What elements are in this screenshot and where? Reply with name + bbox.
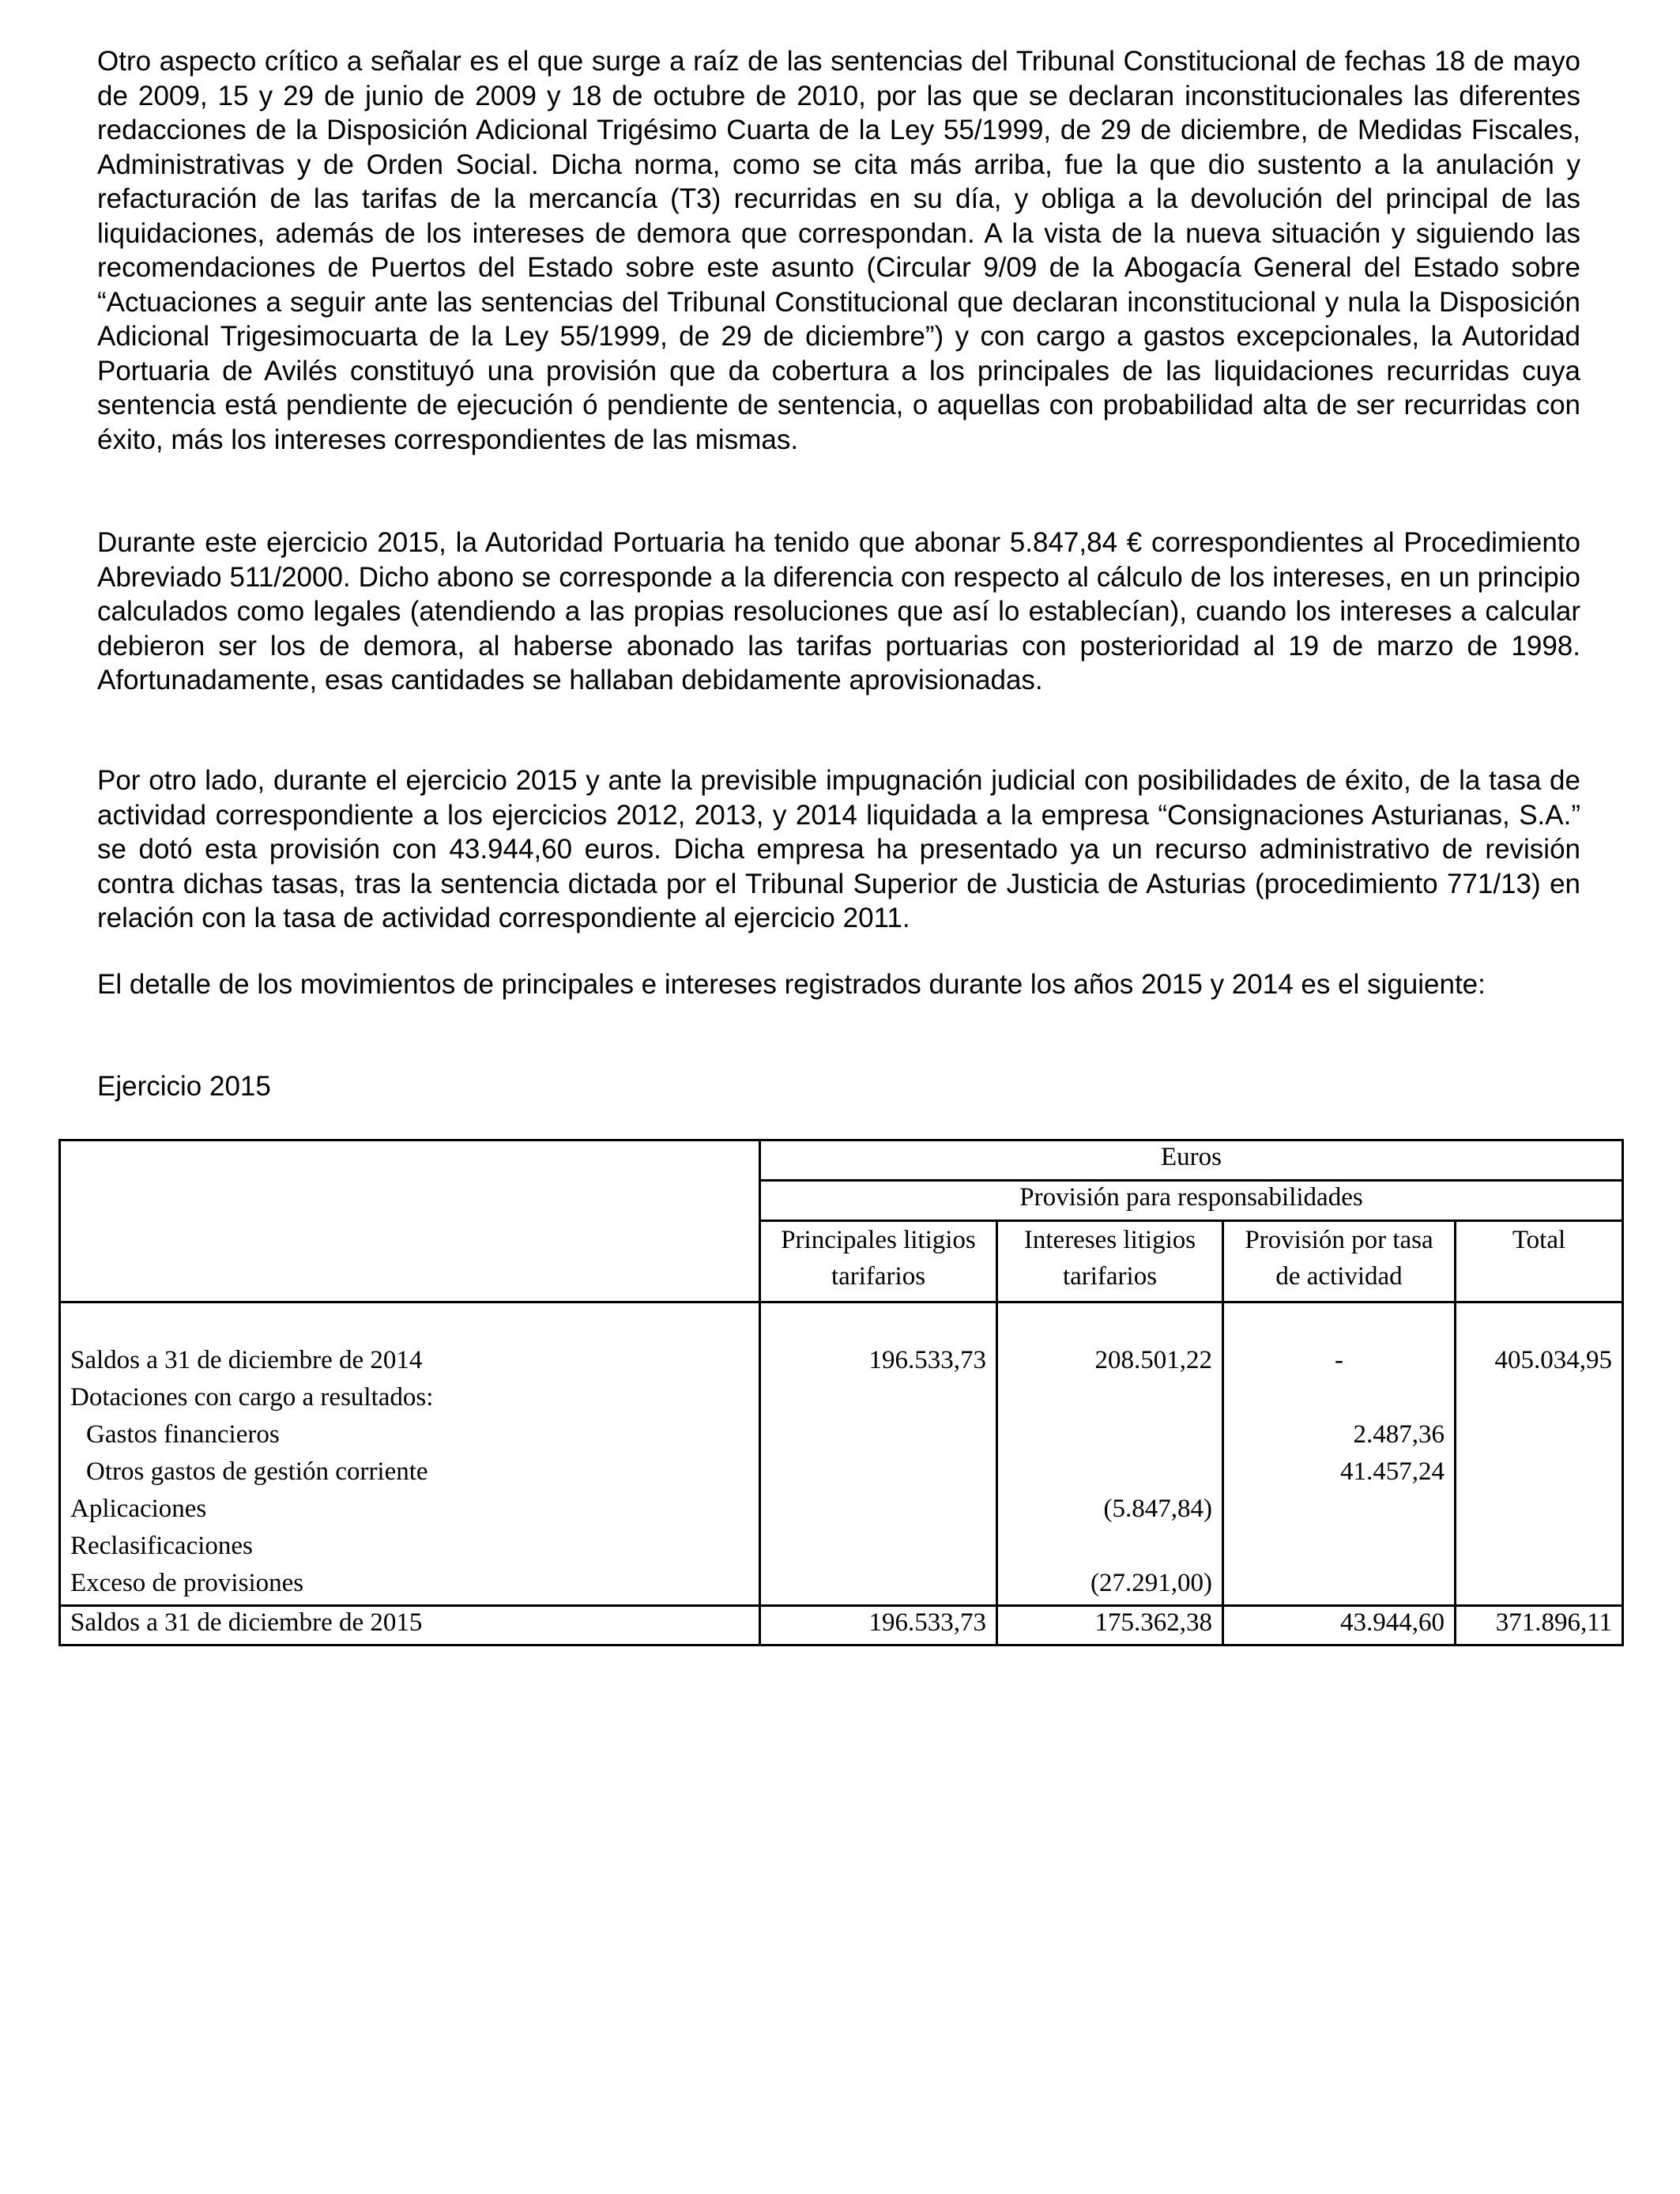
- table-row: [60, 1493, 1623, 1530]
- cell-value: 405.034,95: [1456, 1344, 1623, 1382]
- table-row: [60, 1382, 1623, 1419]
- table-row: [60, 1567, 1623, 1606]
- movements-table: [58, 1139, 1624, 1646]
- table-row: [60, 1419, 1623, 1456]
- cell-value: 208.501,22: [997, 1344, 1223, 1382]
- row-label: Gastos financieros: [60, 1419, 760, 1456]
- cell-value: [760, 1456, 997, 1493]
- cell-value: [1456, 1456, 1623, 1493]
- cell-value: [760, 1419, 997, 1456]
- cell-value: [1223, 1493, 1456, 1530]
- heading-text: Ejercicio 2015: [97, 1071, 271, 1102]
- header-row-top: [60, 1140, 1623, 1181]
- cell-value: [1456, 1382, 1623, 1419]
- cell-value: [1456, 1419, 1623, 1456]
- table-row: [60, 1530, 1623, 1567]
- paragraph-abono: [97, 526, 1580, 698]
- row-label: Otros gastos de gestión corriente: [60, 1456, 760, 1493]
- cell-value: -: [1223, 1344, 1456, 1382]
- section-heading-ejercicio: [97, 1069, 1580, 1104]
- cell-value: [997, 1382, 1223, 1419]
- cell-value: [997, 1419, 1223, 1456]
- paragraph-text: El detalle de los movimientos de principales e intereses registrados durante los años 2015 y 2014 es el siguiente:: [97, 969, 1486, 1000]
- row-label: Dotaciones con cargo a resultados:: [60, 1382, 760, 1419]
- header-empty-cell: [60, 1181, 760, 1221]
- cell-value: [1223, 1530, 1456, 1567]
- cell-value: [997, 1456, 1223, 1493]
- header-provision-group: Provisión para responsabilidades: [760, 1181, 1623, 1221]
- cell-value: (5.847,84): [997, 1493, 1223, 1530]
- row-label: Aplicaciones: [60, 1493, 760, 1530]
- paragraph-sentencias: [97, 44, 1580, 457]
- total-row: [60, 1606, 1623, 1646]
- cell-value: 196.533,73: [760, 1606, 997, 1646]
- column-header: Total: [1456, 1221, 1623, 1302]
- spacer-row: [60, 1302, 1623, 1345]
- paragraph-detalle: [97, 967, 1580, 1002]
- table-row: [60, 1456, 1623, 1493]
- cell-value: [997, 1530, 1223, 1567]
- header-row-columns: [60, 1221, 1623, 1302]
- column-header: Provisión por tasa de actividad: [1223, 1221, 1456, 1302]
- cell-value: 41.457,24: [1223, 1456, 1456, 1493]
- cell-value: [1456, 1493, 1623, 1530]
- row-label: Saldos a 31 de diciembre de 2015: [60, 1606, 760, 1646]
- cell-value: 371.896,11: [1456, 1606, 1623, 1646]
- row-label: Reclasificaciones: [60, 1530, 760, 1567]
- cell-value: [1223, 1382, 1456, 1419]
- header-empty-cell: [60, 1221, 760, 1302]
- row-label: Saldos a 31 de diciembre de 2014: [60, 1344, 760, 1382]
- cell-value: 175.362,38: [997, 1606, 1223, 1646]
- row-label: Exceso de provisiones: [60, 1567, 760, 1606]
- cell-value: [1456, 1567, 1623, 1606]
- cell-value: 196.533,73: [760, 1344, 997, 1382]
- cell-value: [760, 1382, 997, 1419]
- table-row: [60, 1344, 1623, 1382]
- paragraph-text: Durante este ejercicio 2015, la Autoridad Portuaria ha tenido que abonar 5.847,84 € correspondientes al Procedimiento Abreviado 511/2000. Dicho abono se corresponde a la diferencia con respecto al cálculo de los intereses, en un principio calculados como legales (atendiendo a las propias resoluciones que así lo establecían), cuando los intereses a calcular debieron ser los de demora, al haberse abonado las tarifas portuarias con posterioridad al 19 de marzo de 1998. Afortunadamente, esas cantidades se hallaban debidamente aprovisionadas.: [97, 527, 1580, 696]
- cell-value: [1456, 1530, 1623, 1567]
- cell-value: [1223, 1567, 1456, 1606]
- cell-value: 2.487,36: [1223, 1419, 1456, 1456]
- paragraph-text: Otro aspecto crítico a señalar es el que surge a raíz de las sentencias del Tribunal Constitucional de fechas 18 de mayo de 2009, 15 y 29 de junio de 2009 y 18 de octubre de 2010, por las que se declaran inconstitucionales las diferentes redacciones de la Disposición Adicional Trigésimo Cuarta de la Ley 55/1999, de 29 de diciembre, de Medidas Fiscales, Administrativas y de Orden Social. Dicha norma, como se cita más arriba, fue la que dio sustento a la anulación y refacturación de las tarifas de la mercancía (T3) recurridas en su día, y obliga a la devolución del principal de las liquidaciones, además de los intereses de demora que correspondan. A la vista de la nueva situación y siguiendo las recomendaciones de Puertos del Estado sobre este asunto (Circular 9/09 de la Abogacía General del Estado sobre “Actuaciones a seguir ante las sentencias del Tribunal Constitucional que declaran inconstitucional y nula la Disposición Adicional Trigesimocuarta de la Ley 55/1999, de 29 de diciembre”) y con cargo a gastos excepcionales, la Autoridad Portuaria de Avilés constituyó una provisión que da cobertura a los principales de las liquidaciones recurridas cuya sentencia está pendiente de ejecución ó pendiente de sentencia, o aquellas con probabilidad alta de ser recurridas con éxito, más los intereses correspondientes de las mismas.: [97, 46, 1580, 455]
- header-euros: Euros: [760, 1140, 1623, 1181]
- cell-value: (27.291,00): [997, 1567, 1223, 1606]
- cell-value: [760, 1530, 997, 1567]
- header-row-group: [60, 1181, 1623, 1221]
- paragraph-text: Por otro lado, durante el ejercicio 2015 y ante la previsible impugnación judicial con posibilidades de éxito, de la tasa de actividad correspondiente a los ejercicios 2012, 2013, y 2014 liquidada a la empresa “Consignaciones Asturianas, S.A.” se dotó esta provisión con 43.944,60 euros. Dicha empresa ha presentado ya un recurso administrativo de revisión contra dichas tasas, tras la sentencia dictada por el Tribunal Superior de Justicia de Asturias (procedimiento 771/13) en relación con la tasa de actividad correspondiente al ejercicio 2011.: [97, 765, 1580, 933]
- cell-value: [760, 1493, 997, 1530]
- column-header: Principales litigios tarifarios: [760, 1221, 997, 1302]
- paragraph-tasa-actividad: [97, 763, 1580, 936]
- cell-value: 43.944,60: [1223, 1606, 1456, 1646]
- header-empty-cell: [60, 1140, 760, 1181]
- column-header: Intereses litigios tarifarios: [997, 1221, 1223, 1302]
- cell-value: [760, 1567, 997, 1606]
